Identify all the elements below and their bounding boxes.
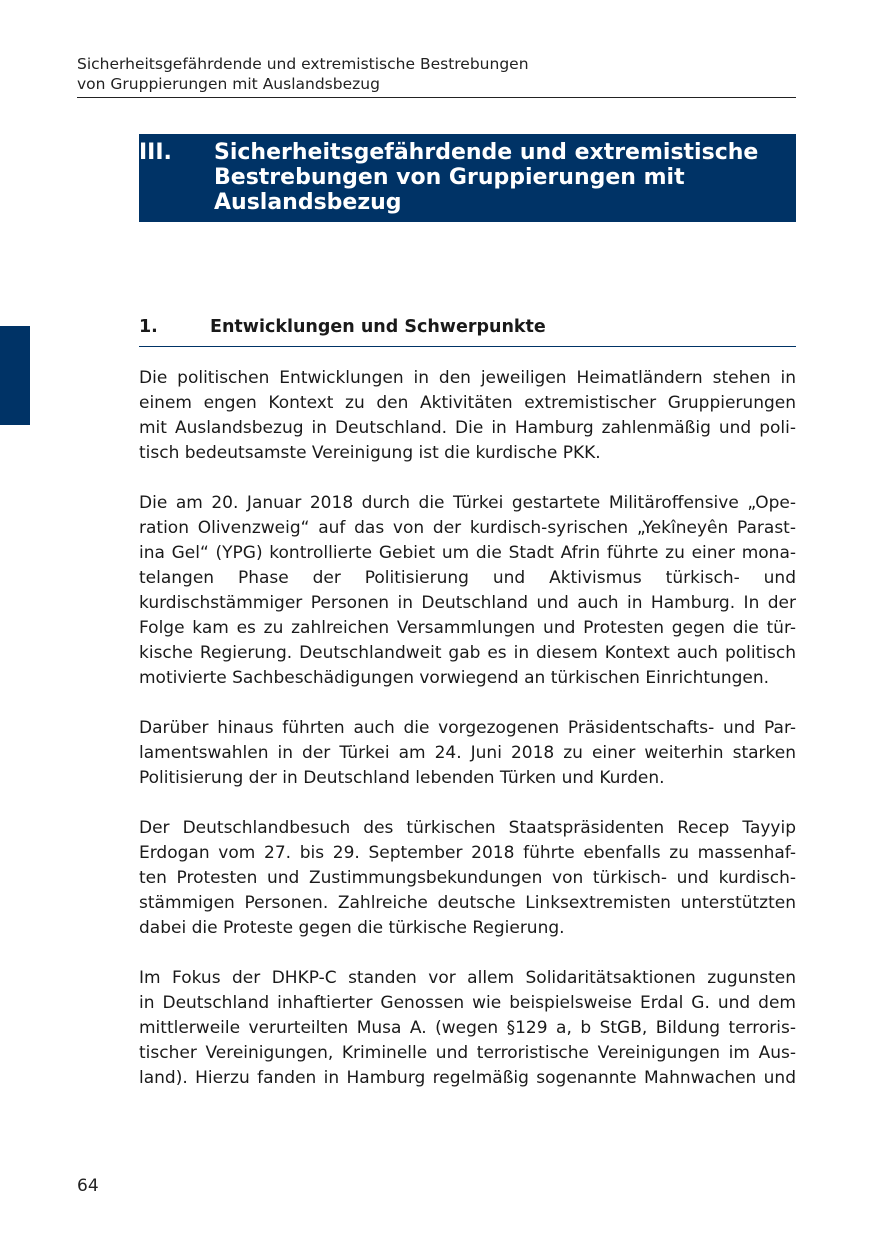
chapter-title: Sicherheitsgefährdende und extremistische Bestrebungen von Gruppierungen mit Auslandsbezug: [214, 140, 759, 215]
chapter-number: III.: [139, 140, 172, 165]
running-header-line-2: von Gruppierungen mit Auslandsbezug: [77, 75, 380, 93]
paragraph-line: ina Gel“ (YPG) kontrollierte Gebiet um die Stadt Afrin führte zu einer mona-: [139, 543, 796, 563]
section-title: Entwicklungen und Schwerpunkte: [210, 317, 546, 337]
paragraph-line: in Deutschland inhaftierter Genossen wie beispielsweise Erdal G. und dem: [139, 993, 796, 1013]
paragraph-line: mittlerweile verurteilten Musa A. (wegen §129 a, b StGB, Bildung terroris-: [139, 1018, 796, 1038]
body-paragraph: [139, 491, 796, 691]
paragraph-line: einem engen Kontext zu den Aktivitäten extremistischer Gruppierungen: [139, 393, 796, 413]
paragraph-line: Folge kam es zu zahlreichen Versammlungen und Protesten gegen die tür-: [139, 618, 796, 638]
paragraph-line: Die politischen Entwicklungen in den jeweiligen Heimatländern stehen in: [139, 368, 796, 388]
paragraph-line: tisch bedeutsamste Vereinigung ist die kurdische PKK.: [139, 443, 601, 463]
paragraph-line: lamentswahlen in der Türkei am 24. Juni 2018 zu einer weiterhin starken: [139, 743, 796, 763]
chapter-side-tab: [0, 326, 30, 425]
section-number: 1.: [139, 317, 158, 337]
body-paragraph: [139, 966, 796, 1091]
paragraph-line: dabei die Proteste gegen die türkische Regierung.: [139, 918, 565, 938]
section-heading: [139, 316, 796, 347]
paragraph-line: ration Olivenzweig“ auf das von der kurdisch-syrischen „Yekîneyên Parast-: [139, 518, 796, 538]
running-header-line-1: Sicherheitsgefährdende und extremistische Bestrebungen: [77, 55, 529, 73]
paragraph-line: Politisierung der in Deutschland lebenden Türken und Kurden.: [139, 768, 665, 788]
chapter-heading-box: [139, 134, 796, 222]
body-paragraph: [139, 366, 796, 466]
body-paragraph: [139, 716, 796, 791]
page-number: 64: [77, 1176, 99, 1196]
paragraph-line: stämmigen Personen. Zahlreiche deutsche Linksextremisten unterstützten: [139, 893, 796, 913]
paragraph-line: telangen Phase der Politisierung und Aktivismus türkisch- und: [139, 568, 796, 588]
paragraph-line: Darüber hinaus führten auch die vorgezogenen Präsidentschafts- und Par-: [139, 718, 796, 738]
running-header: [77, 54, 796, 98]
body-text: [139, 366, 796, 1116]
paragraph-line: kurdischstämmiger Personen in Deutschland und auch in Hamburg. In der: [139, 593, 796, 613]
paragraph-line: tischer Vereinigungen, Kriminelle und terroristische Vereinigungen im Aus-: [139, 1043, 796, 1063]
paragraph-line: kische Regierung. Deutschlandweit gab es in diesem Kontext auch politisch: [139, 643, 796, 663]
paragraph-line: motivierte Sachbeschädigungen vorwiegend an türkischen Einrichtungen.: [139, 668, 770, 688]
paragraph-line: Im Fokus der DHKP-C standen vor allem Solidaritätsaktionen zugunsten: [139, 968, 796, 988]
paragraph-line: Die am 20. Januar 2018 durch die Türkei gestartete Militäroffensive „Ope-: [139, 493, 796, 513]
paragraph-line: mit Auslandsbezug in Deutschland. Die in Hamburg zahlenmäßig und poli-: [139, 418, 796, 438]
paragraph-line: ten Protesten und Zustimmungsbekundungen von türkisch- und kurdisch-: [139, 868, 796, 888]
body-paragraph: [139, 816, 796, 941]
paragraph-line: Der Deutschlandbesuch des türkischen Staatspräsidenten Recep Tayyip: [139, 818, 796, 838]
paragraph-line: land). Hierzu fanden in Hamburg regelmäßig sogenannte Mahnwachen und: [139, 1068, 796, 1088]
paragraph-line: Erdogan vom 27. bis 29. September 2018 führte ebenfalls zu massenhaf-: [139, 843, 796, 863]
